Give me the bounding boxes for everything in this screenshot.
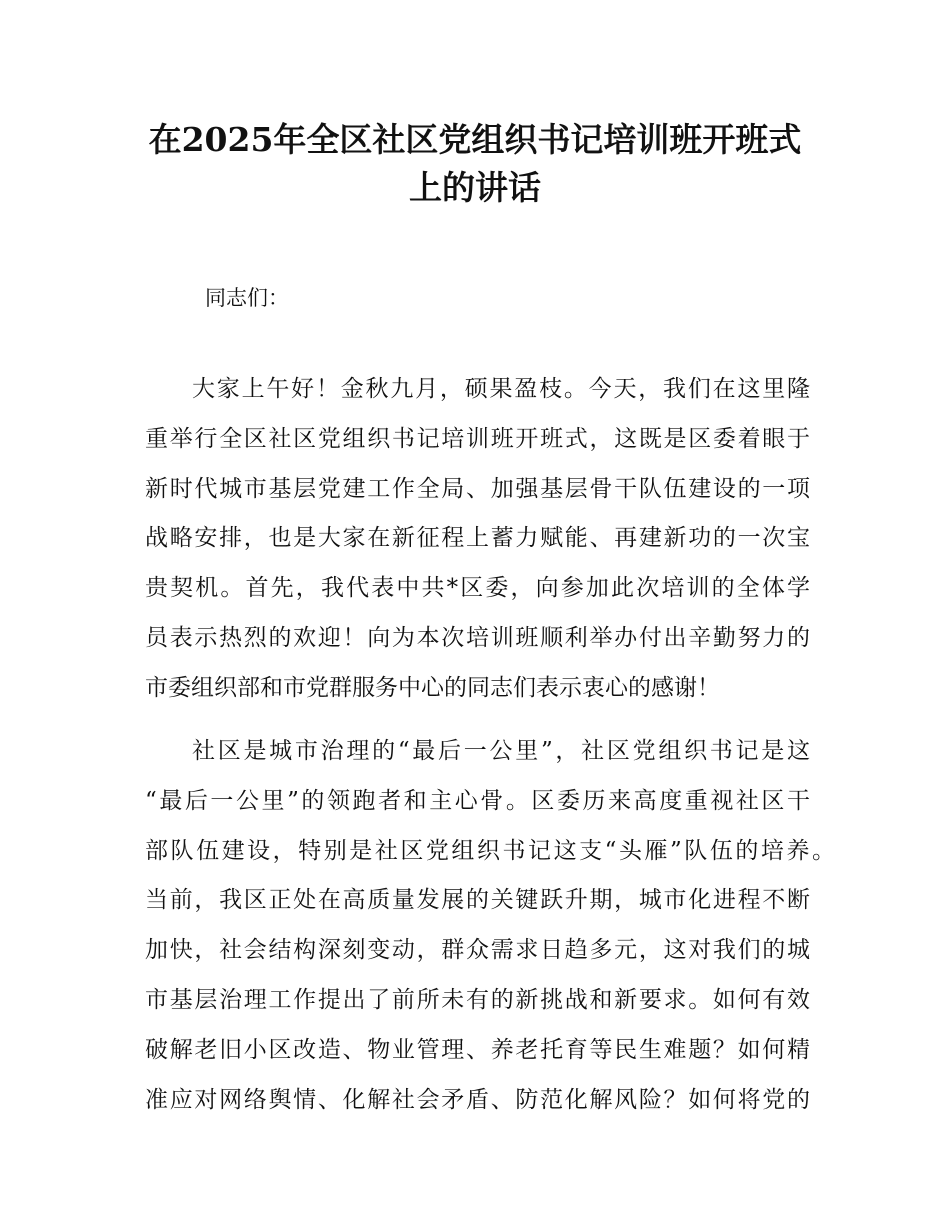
paragraph-1: [145, 374, 810, 723]
paragraph-line: 社区是城市治理的“最后一公里”，社区党组织书记是这: [192, 738, 810, 764]
document-title-line-2: 上的讲话: [409, 168, 541, 207]
paragraph-line: 战略安排，也是大家在新征程上蓄力赋能、再建新功的一次宝: [145, 525, 810, 552]
paragraph-line: 市委组织部和市党群服务中心的同志们表示衷心的感谢！: [145, 674, 720, 701]
paragraph-line: 大家上午好！金秋九月，硕果盈枝。今天，我们在这里隆: [192, 376, 810, 402]
paragraph-line: 加快，社会结构深刻变动，群众需求日趋多元，这对我们的城: [145, 937, 810, 964]
greeting: 同志们：: [205, 286, 289, 310]
paragraph-line: 贵契机。首先，我代表中共*区委，向参加此次培训的全体学: [145, 575, 810, 602]
paragraph-line: 员表示热烈的欢迎！向为本次培训班顺利举办付出辛勤努力的: [145, 624, 810, 651]
paragraph-2: [145, 736, 835, 1134]
paragraph-line: 准应对网络舆情、化解社会矛盾、防范化解风险？如何将党的: [145, 1086, 810, 1113]
document-title-line-1: 在2025年全区社区党组织书记培训班开班式: [148, 120, 802, 159]
paragraph-line: 重举行全区社区党组织书记培训班开班式，这既是区委着眼于: [145, 425, 810, 452]
paragraph-line: 新时代城市基层党建工作全局、加强基层骨干队伍建设的一项: [145, 475, 810, 502]
paragraph-line: 当前，我区正处在高质量发展的关键跃升期，城市化进程不断: [145, 887, 810, 914]
paragraph-line: 市基层治理工作提出了前所未有的新挑战和新要求。如何有效: [145, 986, 810, 1013]
paragraph-line: “最后一公里”的领跑者和主心骨。区委历来高度重视社区干: [145, 787, 810, 814]
paragraph-line: 部队伍建设，特别是社区党组织书记这支“头雁”队伍的培养。: [145, 837, 835, 864]
paragraph-line: 破解老旧小区改造、物业管理、养老托育等民生难题？如何精: [145, 1036, 810, 1063]
